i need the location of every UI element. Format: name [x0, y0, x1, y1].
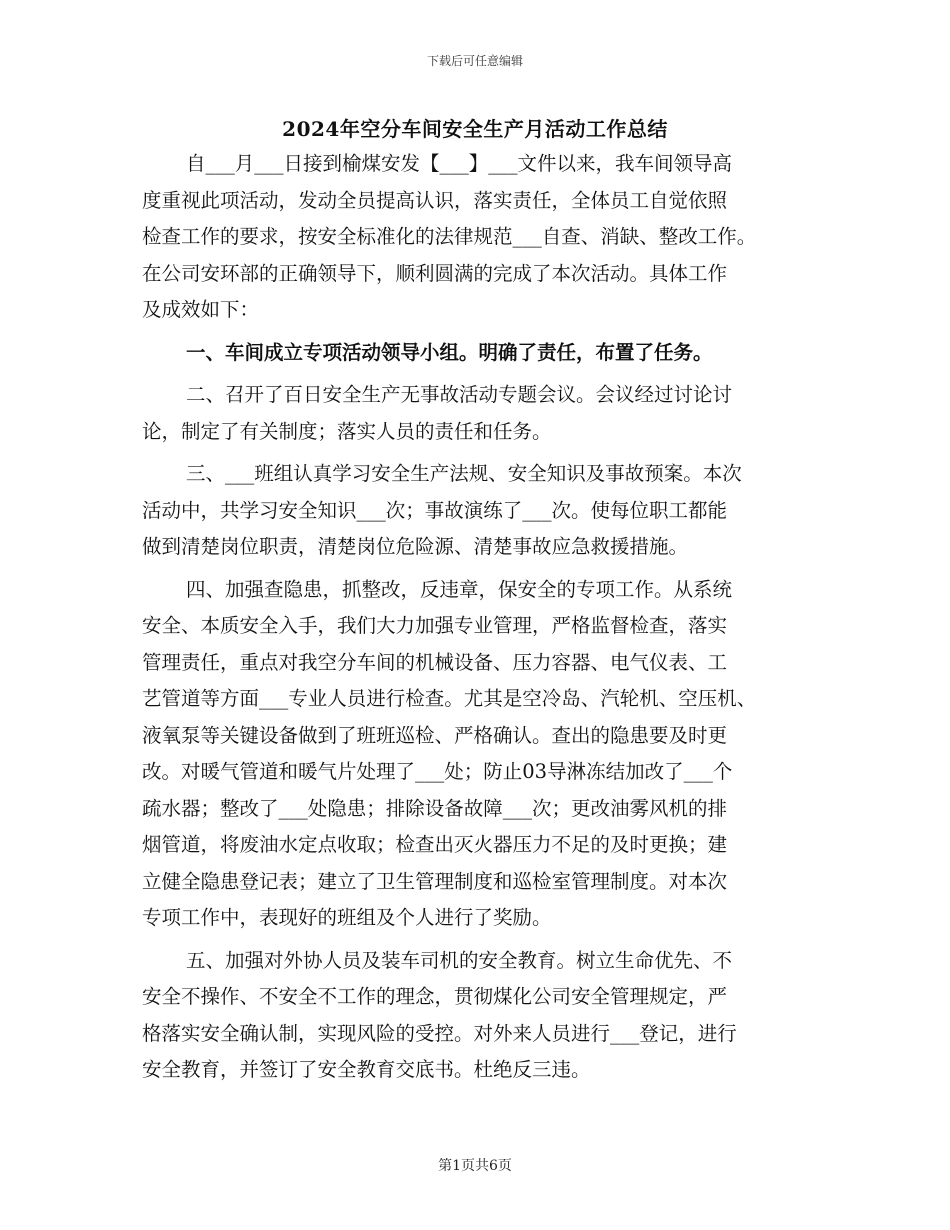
page-footer: 第1页共6页 [438, 1158, 512, 1174]
section-4-line-9: 立健全隐患登记表；建立了卫生管理制度和巡检室管理制度。对本次 [142, 869, 728, 893]
document-body [142, 146, 822, 1089]
page-header: 下载后可任意编辑 [426, 54, 523, 68]
section-4-line-8: 烟管道，将废油水定点收取；检查出灭火器压力不足的及时更换；建 [142, 833, 728, 856]
section-4-line-6: 改。对暖气管道和暖气片处理了___处；防止03导淋冻结加改了___个 [142, 760, 733, 783]
paragraph-intro-line-5: 及成效如下： [142, 298, 260, 321]
section-4-line-1: 四、加强查隐患，抓整改，反违章，保安全的专项工作。从系统 [186, 577, 733, 601]
paragraph-intro-line-3: 检查工作的要求，按安全标准化的法律规范___自查、消缺、整改工作。 [142, 225, 757, 248]
section-2-line-1: 二、召开了百日安全生产无事故活动专题会议。会议经过讨论讨 [186, 383, 733, 406]
section-3-line-2: 活动中，共学习安全知识___次；事故演练了___次。使每位职工都能 [142, 498, 728, 522]
section-3-line-1: 三、___班组认真学习安全生产法规、安全知识及事故预案。本次 [186, 462, 742, 485]
section-4-line-2: 安全、本质安全入手，我们大力加强专业管理，严格监督检查，落实 [142, 614, 728, 637]
section-5-line-3: 格落实安全确认制，实现风险的受控。对外来人员进行___登记，进行 [142, 1021, 737, 1045]
paragraph-intro-line-4: 在公司安环部的正确领导下，顺利圆满的完成了本次活动。具体工作 [142, 261, 728, 285]
section-2-line-2: 论，制定了有关制度；落实人员的责任和任务。 [142, 419, 552, 443]
section-1-heading: 一、车间成立专项活动领导小组。明确了责任，布置了任务。 [186, 340, 713, 364]
section-4-line-5: 液氧泵等关键设备做到了班班巡检、严格确认。查出的隐患要及时更 [142, 723, 728, 747]
section-5-line-4: 安全教育，并签订了安全教育交底书。杜绝反三违。 [142, 1058, 591, 1081]
section-4-line-4: 艺管道等方面___专业人员进行检查。尤其是空冷岛、汽轮机、空压机、 [142, 687, 757, 710]
section-3-line-3: 做到清楚岗位职责，清楚岗位危险源、清楚事故应急救援措施。 [142, 535, 689, 558]
section-5-line-2: 安全不操作、不安全不工作的理念，贯彻煤化公司安全管理规定，严 [142, 985, 728, 1008]
paragraph-intro-line-2: 度重视此项活动，发动全员提高认识，落实责任，全体员工自觉依照 [142, 188, 728, 212]
paragraph-intro-line-1: 自___月___日接到榆煤安发【___】___文件以来，我车间领导高 [186, 152, 733, 175]
section-4-line-10: 专项工作中，表现好的班组及个人进行了奖励。 [142, 906, 552, 929]
section-4-line-3: 管理责任，重点对我空分车间的机械设备、压力容器、电气仪表、工 [142, 650, 728, 674]
section-5-line-1: 五、加强对外协人员及装车司机的安全教育。树立生命优先、不 [186, 948, 733, 972]
document-title: 2024年空分车间安全生产月活动工作总结 [282, 117, 668, 141]
section-4-line-7: 疏水器；整改了___处隐患；排除设备故障___次；更改油雾风机的排 [142, 796, 728, 820]
